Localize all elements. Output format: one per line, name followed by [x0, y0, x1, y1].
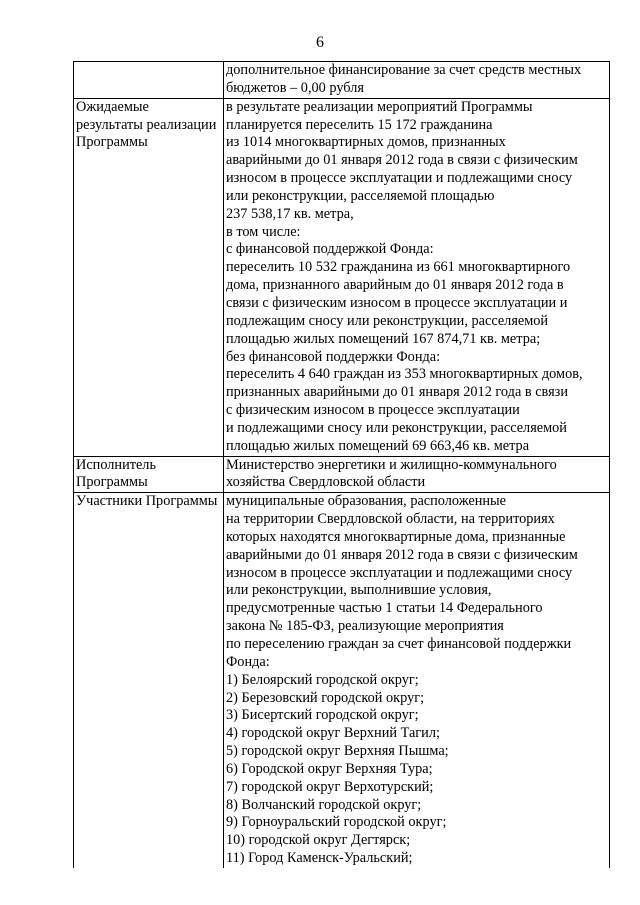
- row-content-line: дома, признанного аварийным до 01 января 2012 года в: [226, 277, 564, 294]
- row-content-line: 5) городской округ Верхняя Пышма;: [226, 743, 449, 760]
- table-row: [74, 98, 610, 456]
- row-label-line: результаты реализации: [76, 116, 217, 133]
- row-content-line: аварийными до 01 января 2012 года в связи с физическим: [226, 152, 578, 169]
- row-content-line: износом в процессе эксплуатации и подлежащими сносу: [226, 564, 573, 581]
- row-content-line: 11) Город Каменск-Уральский;: [226, 850, 413, 867]
- row-content-line: закона № 185-ФЗ, реализующие мероприятия: [226, 618, 504, 635]
- row-content-line: 4) городской округ Верхний Тагил;: [226, 725, 440, 742]
- row-label-cell: [74, 98, 224, 456]
- row-content-line: с финансовой поддержкой Фонда:: [226, 241, 434, 258]
- row-content-cell: [224, 493, 610, 868]
- page-number: 6: [316, 34, 324, 51]
- row-content-line: 2) Березовский городской округ;: [226, 689, 425, 706]
- table-row: [74, 456, 610, 493]
- table-body: [74, 62, 610, 868]
- row-content-line: муниципальные образования, расположенные: [226, 493, 506, 510]
- row-content-line: переселить 10 532 гражданина из 661 многоквартирного: [226, 259, 571, 276]
- row-content-line: планируется переселить 15 172 гражданина: [226, 116, 493, 133]
- row-content-line: 9) Горноуральский городской округ;: [226, 814, 447, 831]
- program-passport-table: [73, 61, 610, 868]
- row-content-line: в том числе:: [226, 223, 301, 240]
- row-label-cell: [74, 62, 224, 99]
- row-content-line: износом в процессе эксплуатации и подлежащими сносу: [226, 170, 573, 187]
- row-label-cell: [74, 493, 224, 868]
- row-content-line: которых находятся многоквартирные дома, признанные: [226, 528, 566, 545]
- row-content-line: хозяйства Свердловской области: [226, 474, 426, 491]
- row-content-line: 6) Городской округ Верхняя Тура;: [226, 760, 433, 777]
- row-label-cell: [74, 456, 224, 493]
- row-content-line: в результате реализации мероприятий Программы: [226, 98, 533, 115]
- row-content-line: Министерство энергетики и жилищно-коммунального: [226, 456, 557, 473]
- row-content-line: на территории Свердловской области, на территориях: [226, 511, 555, 528]
- row-content-line: или реконструкции, расселяемой площадью: [226, 187, 495, 204]
- row-content-line: Фонда:: [226, 653, 270, 670]
- row-content-line: аварийными до 01 января 2012 года в связи с физическим: [226, 546, 578, 563]
- row-content-line: 237 538,17 кв. метра,: [226, 205, 354, 222]
- row-content-line: признанных аварийными до 01 января 2012 года в связи: [226, 384, 568, 401]
- row-content-line: 1) Белоярский городской округ;: [226, 671, 419, 688]
- row-label-line: Ожидаемые: [76, 98, 149, 115]
- row-content-line: предусмотренные частью 1 статьи 14 Федерального: [226, 600, 543, 617]
- row-label-line: Программы: [76, 474, 148, 491]
- row-content-line: 7) городской округ Верхотурский;: [226, 778, 434, 795]
- table-row: [74, 62, 610, 99]
- row-content-line: 3) Бисертский городской округ;: [226, 707, 419, 724]
- row-content-cell: [224, 98, 610, 456]
- row-content-line: переселить 4 640 граждан из 353 многоквартирных домов,: [226, 366, 583, 383]
- row-content-line: площадью жилых помещений 69 663,46 кв. метра: [226, 437, 530, 454]
- row-content-cell: [224, 62, 610, 99]
- row-content-line: связи с физическим износом в процессе эксплуатации и: [226, 294, 568, 311]
- row-content-line: или реконструкции, выполнившие условия,: [226, 582, 492, 599]
- table-row: [74, 493, 610, 868]
- row-content-line: без финансовой поддержки Фонда:: [226, 348, 441, 365]
- row-content-line: 8) Волчанский городской округ;: [226, 796, 422, 813]
- row-content-line: площадью жилых помещений 167 874,71 кв. метра;: [226, 330, 541, 347]
- row-content-cell: [224, 456, 610, 493]
- row-label-line: Программы: [76, 134, 148, 151]
- row-content-line: из 1014 многоквартирных домов, признанных: [226, 134, 506, 151]
- row-content-line: и подлежащими сносу или реконструкции, расселяемой: [226, 419, 567, 436]
- row-content-line: дополнительное финансирование за счет средств местных: [226, 62, 582, 78]
- row-content-line: по переселению граждан за счет финансовой поддержки: [226, 636, 572, 652]
- row-content-line: бюджетов – 0,00 рубля: [226, 79, 364, 96]
- row-content-line: подлежащим сносу или реконструкции, расселяемой: [226, 312, 549, 329]
- row-content-line: с физическим износом в процессе эксплуатации: [226, 402, 520, 419]
- row-label-line: Исполнитель: [76, 456, 156, 473]
- row-content-line: 10) городской округ Дегтярск;: [226, 832, 411, 849]
- row-label-line: Участники Программы: [76, 493, 218, 510]
